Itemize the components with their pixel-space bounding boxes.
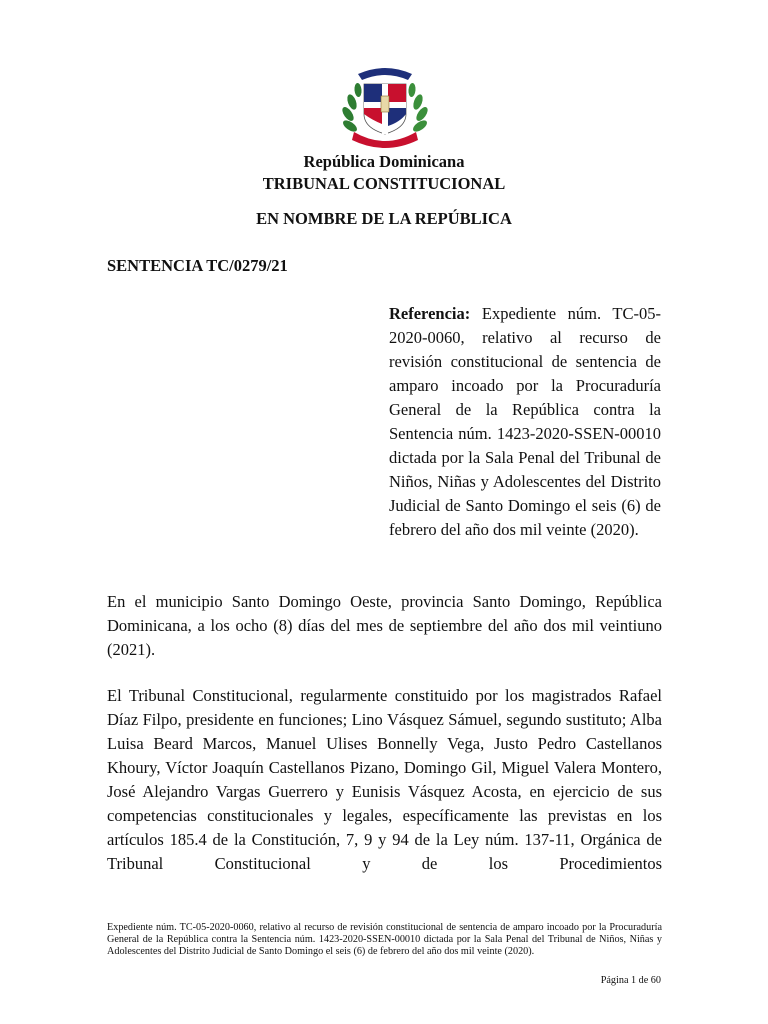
court-name: TRIBUNAL CONSTITUCIONAL — [262, 174, 506, 193]
footer-case-reference: Expediente núm. TC-05-2020-0060, relativo al recurso de revisión constitucional de sentencia de amparo incoado por la Procuraduría General de la República contra la Sentencia núm. 1423-2020-SSEN-00010 dictada por la Sala Penal del Tribunal de Niños, Niñas y Adolescentes del Distrito Judicial de Santo Domingo el seis (6) de febrero del año dos mil veinte (2020). — [107, 922, 662, 958]
reference-block — [389, 302, 661, 542]
country-name: República Dominicana — [303, 152, 465, 171]
reference-text: Expediente núm. TC-05-2020-0060, relativo al recurso de revisión constitucional de sentencia de amparo incoado por la Procuraduría General de la República contra la Sentencia núm. 1423-2020-SSEN-00010 dictada por la Sala Penal del Tribunal de Niños, Niñas y Adolescentes del Distrito Judicial de Santo Domingo el seis (6) de febrero del año dos mil veinte (2020). — [389, 304, 662, 539]
coat-of-arms-seal — [338, 62, 432, 148]
reference-label: Referencia: — [389, 304, 471, 323]
sentence-number: SENTENCIA TC/0279/21 — [107, 256, 288, 275]
page-number: Página 1 de 60 — [600, 975, 661, 986]
body-paragraph-composition: El Tribunal Constitucional, regularmente constituido por los magistrados Rafael Díaz Filpo, presidente en funciones; Lino Vásquez Sámuel, segundo sustituto; Alba Luisa Beard Marcos, Manuel Ulises Bonnelly Vega, Justo Pedro Castellanos Khoury, Víctor Joaquín Castellanos Pizano, Domingo Gil, Miguel Valera Montero, José Alejandro Vargas Guerrero y Eunisis Vásquez Acosta, en ejercicio de sus competencias constitucionales y legales, específicamente las previstas en los artículos 185.4 de la Constitución, 7, 9 y 94 de la Ley núm. 137-11, Orgánica de Tribunal Constitucional y de los Procedimientos — [107, 686, 662, 873]
body-paragraph-date: En el municipio Santo Domingo Oeste, provincia Santo Domingo, República Dominicana, a los ocho (8) días del mes de septiembre del año dos mil veintiuno (2021). — [107, 592, 662, 659]
invocation-heading: EN NOMBRE DE LA REPÚBLICA — [256, 209, 512, 228]
